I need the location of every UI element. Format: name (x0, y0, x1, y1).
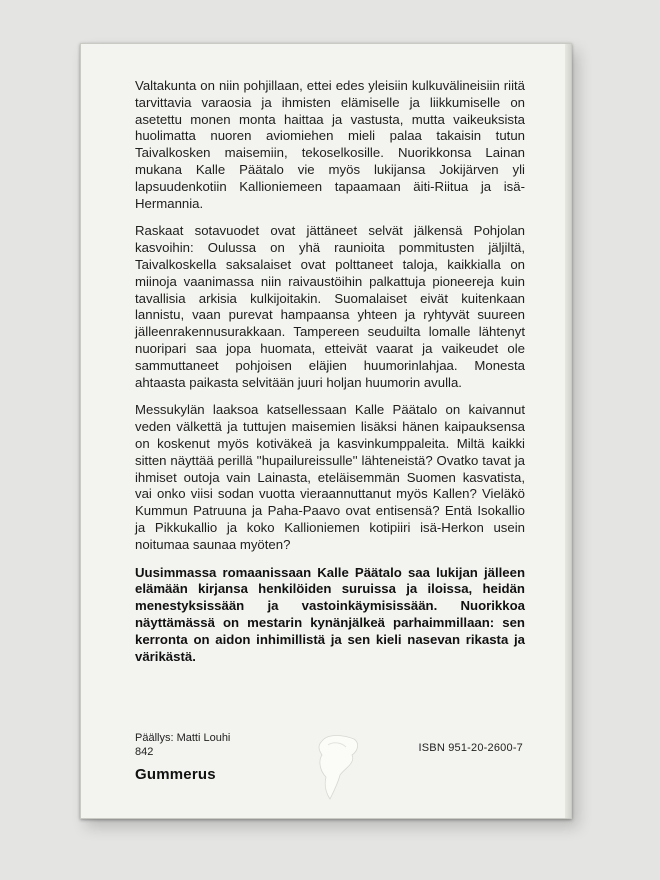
cover-credits (135, 732, 230, 759)
spine-edge (565, 44, 571, 818)
book-back-cover (80, 43, 572, 819)
cover-scuff-mark (314, 731, 364, 803)
isbn: ISBN 951-20-2600-7 (418, 742, 523, 754)
blurb-text (135, 78, 525, 676)
blurb-paragraph-3: Messukylän laaksoa katsellessaan Kalle Päätalo on kaivannut veden välkettä ja tuttujen maisemien lisäksi hänen kaipauksensa on koskenut myös kotiväkeä ja kasvinkumppaleita. Miltä kaikki sitten näyttää perillä ''hupailureissulle'' lähteneistä? Ovatko tavat ja ihmiset outoja vain Lainasta, eteläisemmän Suomen kasvatista, vai onko viisi sodan vuotta vieraannuttanut myös Kallen? Vieläkö Kummun Patruuna ja Paha-Paavo ovat entisensä? Entä Isokallio ja Pikkukallio ja koko Kallioniemen kotipiiri isä-Herkon usein noitumaa saunaa myöten? (135, 402, 525, 552)
product-code: 842 (135, 745, 154, 758)
blurb-paragraph-1: Valtakunta on niin pohjillaan, ettei edes yleisiin kulkuvälineisiin riitä tarvittavia varaosia ja ihmisten elämiselle ja liikkumiselle on asetettu monen monta haittaa ja vastusta, mutta vaikeuksista huolimatta nuoren aviomiehen mieli palaa takaisin tutun Taivalkosken maisemiin, tekoselkosille. Nuorikkonsa Lainan mukana Kalle Päätalo vie myös lukijansa Jokijärven yli lapsuudenkotiin Kallioniemeen tapaamaan äiti-Riitua ja isä-Hermannia. (135, 78, 525, 211)
blurb-paragraph-bold: Uusimmassa romaanissaan Kalle Päätalo saa lukijan jälleen elämään kirjansa henkilöiden suruissa ja iloissa, heidän menestyksissään ja vastoinkäymisissään. Nuorikkoa näyttämässä on mestarin kynänjälkeä parhaimmillaan: sen kerronta on aidon inhimillistä ja sen kieli nasevan rikasta ja värikästä. (135, 564, 525, 664)
cover-designer: Päällys: Matti Louhi (135, 732, 231, 744)
blurb-paragraph-2: Raskaat sotavuodet ovat jättäneet selvät jälkensä Pohjolan kasvoihin: Oulussa on yhä raunioita pommitusten jäljiltä, Taivalkoskella saksalaiset ovat polttaneet taloja, kaikkialla on miinoja vaanimassa niin raivaustöihin palkattuja pioneereja kuin tavallisia arkisia kulkijoitakin. Suomalaiset eivät kuitenkaan lannistu, vaan purevat hampaansa yhteen ja ryhtyvät suureen jälleenrakennusurakkaan. Tampereen seuduilta lomalle lähtenyt nuoripari saa jopa huomata, etteivät vaarat ja vaikeudet ole sammuttaneet pohjoisen eläjien huumorinlahjaa. Monesta ahtaasta paikasta selvitään juuri holjan huumorin avulla. (135, 223, 525, 390)
publisher-logo: Gummerus (135, 766, 216, 783)
